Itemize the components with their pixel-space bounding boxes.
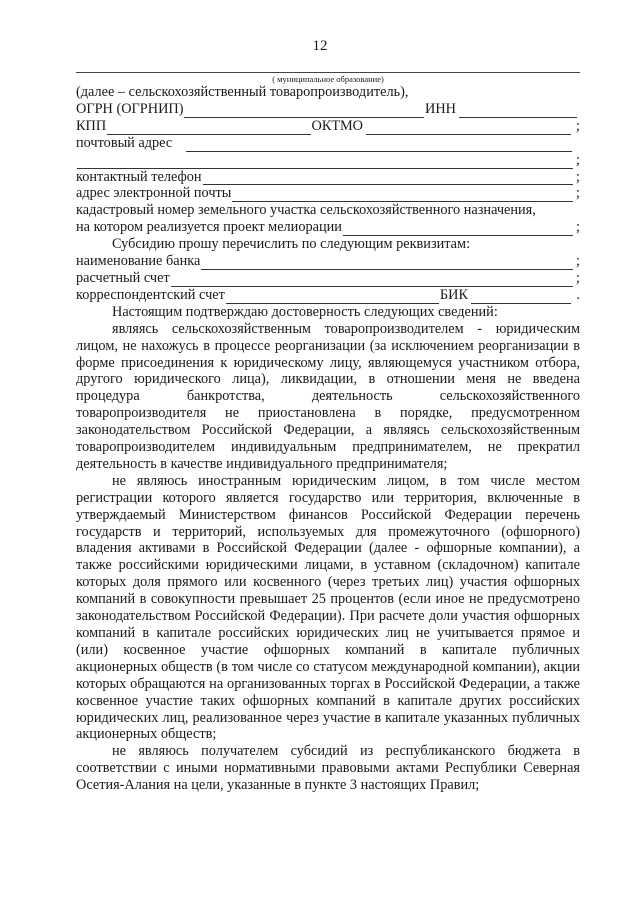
inn-label: ИНН	[425, 100, 456, 117]
bank-name-label: наименование банка	[76, 253, 201, 270]
email-field[interactable]	[232, 188, 573, 202]
inn-field[interactable]	[459, 104, 577, 118]
ogrn-field[interactable]	[184, 104, 424, 118]
semicolon: ;	[576, 253, 580, 270]
postal-address-field[interactable]	[186, 138, 572, 152]
form-document	[76, 68, 580, 794]
kpp-field[interactable]	[107, 121, 310, 135]
phone-label: контактный телефон	[76, 168, 202, 185]
intro-line: (далее – сельскохозяйственный товаропроизводитель),	[76, 84, 409, 100]
bik-field[interactable]	[471, 290, 571, 304]
oktmo-field[interactable]	[366, 121, 571, 135]
municipality-caption: ( муниципальное образование)	[272, 74, 384, 84]
oktmo-label: ОКТМО	[311, 117, 363, 134]
account-field[interactable]	[171, 273, 573, 287]
email-label: адрес электронной почты	[76, 185, 232, 202]
bank-name-row	[76, 253, 580, 270]
cadastral-label-line1: кадастровый номер земельного участка сельскохозяйственного назначения,	[76, 202, 536, 219]
semicolon: ;	[576, 117, 580, 134]
corr-account-field[interactable]	[226, 290, 439, 304]
postal-address-label: почтовый адрес	[76, 134, 173, 151]
kpp-oktmo-row	[76, 118, 580, 135]
phone-row	[76, 169, 580, 186]
ogrn-inn-row	[76, 101, 580, 118]
statement-paragraph: не являюсь иностранным юридическим лицом, в том числе местом регистрации которого является государство или территория, включенные в утверждаемый Министерством финансов Российской Федерации перечень государств и территорий, используемых для промежуточного (офшорного) владения активами в Российской Федерации (далее - офшорные компании), а также российскими юридическими лицами, в уставном (складочном) капитале которых доля прямого или косвенного (через третьих лиц) участия офшорных компаний в совокупности превышает 25 процентов (если иное не предусмотрено законодательством Российской Федерации). При расчете доли участия офшорных компаний в капитале российских юридических лиц не учитывается прямое и (или) косвенное участие офшорных компаний в капитале публичных акционерных обществ (в том числе со статусом международной компании), акции которых обращаются на организованных торгах в Российской Федерации, а также косвенное участие таких офшорных компаний в капитале других российских юридических лиц, реализованное через участие в капитале указанных публичных акционерных обществ;	[76, 472, 580, 743]
semicolon: ;	[576, 168, 580, 185]
period: .	[576, 286, 580, 303]
semicolon: ;	[576, 219, 580, 236]
corr-account-label: корреспондентский счет	[76, 286, 225, 303]
ogrn-label: ОГРН (ОГРНИП)	[76, 100, 184, 117]
statement-paragraph: не являюсь получателем субсидий из республиканского бюджета в соответствии с иными нормативными правовыми актами Республики Северная Осетия-Алания на цели, указанные в пункте 3 настоящих Правил;	[76, 743, 580, 794]
phone-field[interactable]	[203, 171, 573, 185]
statement-paragraph: являясь сельскохозяйственным товаропроизводителем - юридическим лицом, не нахожусь в процессе реорганизации (за исключением реорганизации в форме присоединения к юридическому лицу, являющемуся участником отбора, другого юридического лица), ликвидации, в отношении меня не введена процедура банкротства, деятельность сельскохозяйственного товаропроизводителя не приостановлена в порядке, предусмотренном законодательством Российской Федерации, а являясь сельскохозяйственным товаропроизводителем индивидуальным предпринимателем, не прекратил деятельность в качестве индивидуального предпринимателя;	[76, 320, 580, 472]
postal-address-row-2	[76, 152, 580, 169]
email-row	[76, 185, 580, 202]
postal-address-row	[76, 135, 580, 152]
bik-label: БИК	[439, 286, 468, 303]
semicolon: ;	[576, 269, 580, 286]
kpp-label: КПП	[76, 117, 107, 134]
confirm-intro: Настоящим подтверждаю достоверность следующих сведений:	[112, 303, 498, 320]
page-number: 12	[312, 38, 328, 54]
subsidy-request: Субсидию прошу перечислить по следующим реквизитам:	[112, 236, 471, 253]
cadastral-field[interactable]	[343, 222, 573, 236]
cadastral-row	[76, 219, 580, 236]
cadastral-label-line2: на котором реализуется проект мелиорации	[76, 219, 342, 236]
postal-address-field-2[interactable]	[77, 155, 573, 169]
semicolon: ;	[576, 151, 580, 168]
corr-account-bik-row	[76, 287, 580, 304]
bank-name-field[interactable]	[201, 256, 573, 270]
municipality-field[interactable]	[76, 72, 580, 73]
account-row	[76, 270, 580, 287]
account-label: расчетный счет	[76, 269, 170, 286]
semicolon: ;	[576, 185, 580, 202]
